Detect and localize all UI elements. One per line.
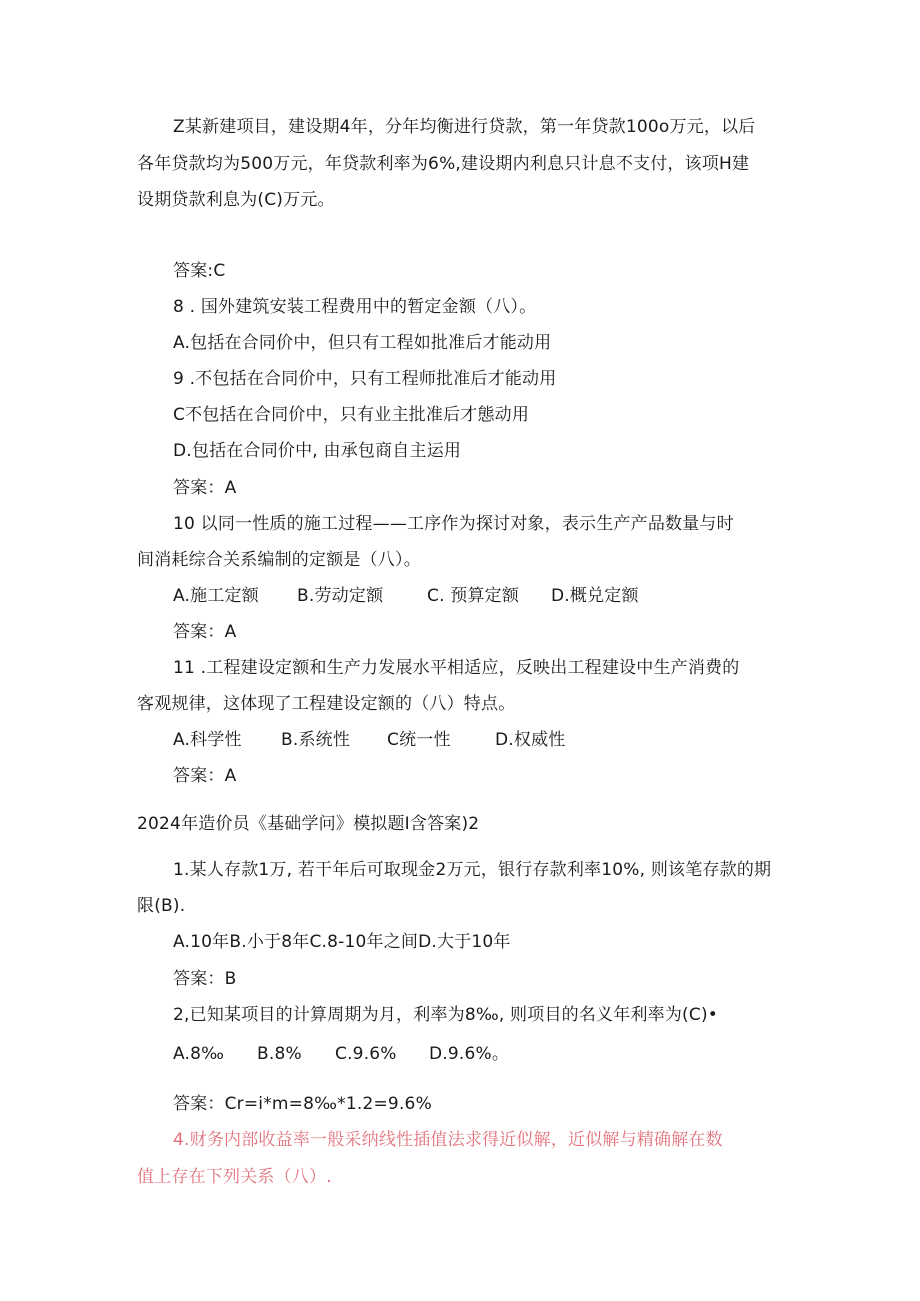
s2-q2-answer: 答案：Cr=i*m=8‰*1.2=9.6% (173, 1094, 432, 1114)
q8-option-a: A.包括在合同价中，但只有工程如批准后才能动用 (173, 333, 552, 353)
s2-q1-answer: 答案：B (173, 969, 237, 989)
s2-q2-option-d: D.9.6%。 (429, 1044, 510, 1064)
q8-option-b: 9 .不包括在合同价中，只有工程师批准后才能动用 (173, 369, 557, 389)
s2-q2-options (173, 1043, 509, 1065)
section-title: 2024年造价员《基础学问》模拟题I含答案)2 (137, 814, 480, 834)
q10-options (173, 585, 639, 607)
s2-q4-line-2: 值上存在下列关系（八）. (137, 1167, 332, 1187)
q8-option-d: D.包括在合同价中, 由承包商自主运用 (173, 441, 462, 461)
q10-line-2: 间消耗综合关系编制的定额是（八）。 (137, 550, 421, 570)
s2-q2-option-a: A.8‰ (173, 1044, 225, 1064)
q11-option-d: D.权威性 (495, 730, 566, 750)
q10-option-a: A.施工定额 (173, 586, 259, 606)
s2-q4-line-1: 4.财务内部收益率一般采纳线性插值法求得近似解，近似解与精确解在数 (173, 1130, 723, 1150)
q8-option-c: C不包括在合同价中，只有业主批准后才態动用 (173, 405, 530, 425)
q8-answer: 答案：A (173, 478, 237, 498)
q8-stem: 8 . 国外建筑安装工程费用中的暂定金额（八）。 (173, 297, 537, 317)
q11-line-2: 客观规律，这体现了工程建设定额的（八）特点。 (137, 694, 516, 714)
s2-q1-line-1: 1.某人存款1万, 若干年后可取现金2万元，银行存款利率10%, 则该笔存款的期 (173, 860, 772, 880)
s2-q2-option-c: C.9.6% (335, 1044, 397, 1064)
s2-q1-options: A.10年B.小于8年C.8-10年之间D.大于10年 (173, 932, 511, 952)
q7-line-3: 设期贷款利息为(C)万元。 (137, 190, 335, 210)
q10-answer: 答案：A (173, 622, 237, 642)
q7-line-1: Z某新建项目，建设期4年，分年均衡进行贷款，第一年贷款100o万元，以后 (173, 117, 756, 137)
q10-line-1: 10 以同一性质的施工过程——工序作为探讨对象，表示生产产品数量与时 (173, 514, 734, 534)
q10-option-c: C. 预算定额 (427, 586, 520, 606)
q7-line-2: 各年贷款均为500万元，年贷款利率为6%,建设期内利息只计息不支付，该项H建 (137, 154, 750, 174)
q11-answer: 答案：A (173, 766, 237, 786)
q11-options (173, 729, 566, 751)
s2-q1-line-2: 限(B). (137, 896, 186, 916)
q7-answer: 答案:C (173, 261, 226, 281)
s2-q2-stem: 2,已知某项目的计算周期为月，利率为8‰, 则项目的名义年利率为(C)• (173, 1005, 719, 1025)
q11-option-c: C统一性 (387, 730, 451, 750)
q10-option-d: D.概兑定额 (551, 586, 639, 606)
s2-q2-option-b: B.8% (257, 1044, 302, 1064)
q11-line-1: 11 .工程建设定额和生产力发展水平相适应，反映出工程建设中生产消费的 (173, 658, 740, 678)
q11-option-a: A.科学性 (173, 730, 242, 750)
q11-option-b: B.系统性 (281, 730, 351, 750)
q10-option-b: B.劳动定额 (297, 586, 384, 606)
